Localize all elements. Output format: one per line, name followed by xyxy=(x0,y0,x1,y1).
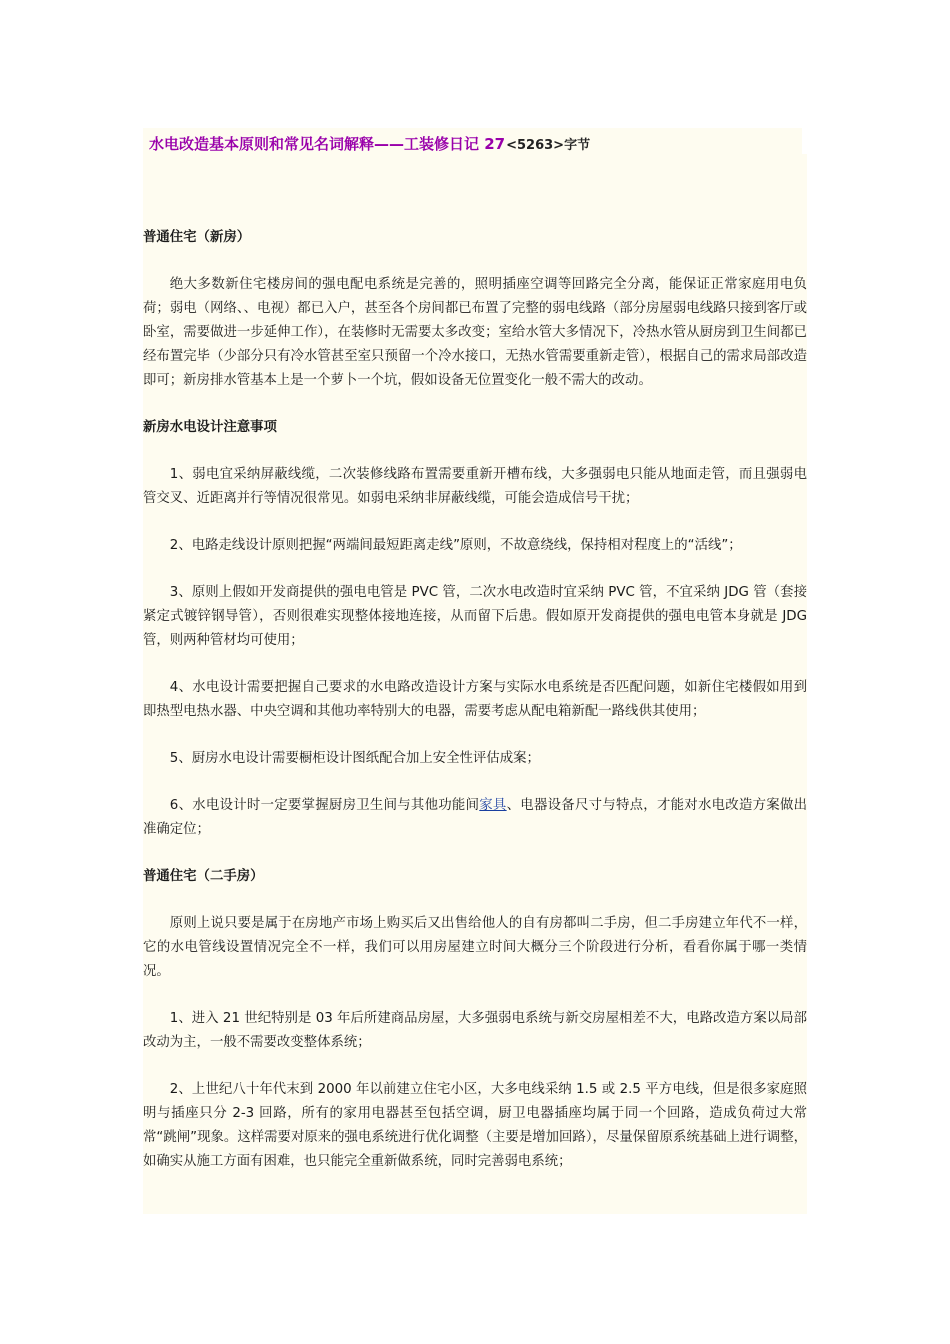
section-heading-design-notes: 新房水电设计注意事项 xyxy=(143,420,277,435)
paragraph-second-hand: 原则上说只要是属于在房地产市场上购买后又出售给他人的自有房都叫二手房，但二手房建立年代不一样，它的水电管线设置情况完全不一样，我们可以用房屋建立时间大概分三个阶段进行分析，看看你属于哪一类情况。 xyxy=(143,916,807,979)
section-heading-new-house: 普通住宅（新房） xyxy=(143,230,251,245)
byte-count: <5263>字节 xyxy=(506,138,591,153)
list-item-5: 5、厨房水电设计需要橱柜设计图纸配合加上安全性评估成案； xyxy=(169,751,540,766)
title-text: 水电改造基本原则和常见名词解释——工装修日记 27 xyxy=(149,135,506,153)
second-hand-item-1: 1、进入 21 世纪特别是 03 年后所建商品房屋，大多强弱电系统与新交房屋相差不大，电路改造方案以局部改动为主，一般不需要改变整体系统； xyxy=(143,1011,807,1050)
list-item-2: 2、电路走线设计原则把握“两端间最短距离走线”原则，不故意绕线，保持相对程度上的“活线”； xyxy=(169,538,742,553)
section-heading-second-hand: 普通住宅（二手房） xyxy=(143,869,264,884)
paragraph-new-house: 绝大多数新住宅楼房间的强电配电系统是完善的，照明插座空调等回路完全分离，能保证正常家庭用电负荷；弱电（网络、、电视）都已入户，甚至各个房间都已布置了完整的弱电线路（部分房屋弱电线路只接到客厅或卧室，需要做进一步延伸工作），在装修时无需要太多改变；室给水管大多情况下，冷热水管从厨房到卫生间都已经布置完毕（少部分只有冷水管甚至室只预留一个冷水接口，无热水管需要重新走管），根据自己的需求局部改造即可；新房排水管基本上是一个萝卜一个坑，假如设备无位置变化一般不需大的改动。 xyxy=(143,277,807,388)
furniture-link[interactable]: 家具 xyxy=(479,798,507,813)
list-item-3: 3、原则上假如开发商提供的强电电管是 PVC 管，二次水电改造时宜采纳 PVC 管，不宜采纳 JDG 管（套接紧定式镀锌钢导管），否则很难实现整体接地连接，从而留下后患。假如原开发商提供的强电电管本身就是 JDG 管，则两种管材均可使用； xyxy=(143,585,807,648)
list-item-4: 4、水电设计需要把握自己要求的水电路改造设计方案与实际水电系统是否匹配问题，如新住宅楼假如用到即热型电热水器、中央空调和其他功率特别大的电器，需要考虑从配电箱新配一路线供其使用； xyxy=(143,680,807,719)
title-bar xyxy=(143,128,802,154)
document-title xyxy=(149,133,590,154)
list-item-1: 1、弱电宜采纳屏蔽线缆，二次装修线路布置需要重新开槽布线，大多强弱电只能从地面走管，而且强弱电管交叉、近距离并行等情况很常见。如弱电采纳非屏蔽线缆，可能会造成信号干扰； xyxy=(143,467,807,506)
list-item-6 xyxy=(143,794,807,842)
second-hand-item-2: 2、上世纪八十年代末到 2000 年以前建立住宅小区，大多电线采纳 1.5 或 2.5 平方电线，但是很多家庭照明与插座只分 2-3 回路，所有的家用电器甚至包括空调，厨卫电器插座均属于同一个回路，造成负荷过大常常“跳闸”现象。这样需要对原来的强电系统进行优化调整（主要是增加回路），尽量保留原系统基础上进行调整，如确实从施工方面有困难，也只能完全重新做系统，同时完善弱电系统； xyxy=(143,1082,807,1169)
article-content xyxy=(143,226,807,1174)
list-item-6-post: 、电器设备尺寸与特点，才能对水电改造方案做出准确定位； xyxy=(143,798,808,837)
list-item-6-pre: 6、水电设计时一定要掌握厨房卫生间与其他功能间 xyxy=(169,798,480,813)
